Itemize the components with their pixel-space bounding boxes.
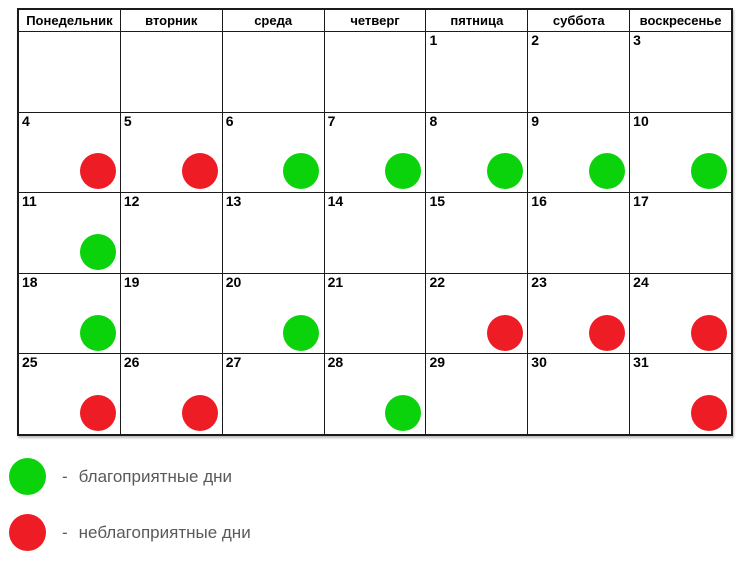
weekday-header-2: среда bbox=[223, 10, 325, 31]
unfavorable-day-dot bbox=[589, 315, 625, 351]
day-number: 23 bbox=[531, 273, 547, 290]
day-cell-1 bbox=[426, 32, 528, 112]
day-cell-29 bbox=[426, 354, 528, 434]
week-row-4 bbox=[19, 354, 731, 434]
weekday-header-3: четверг bbox=[325, 10, 427, 31]
day-number: 21 bbox=[327, 273, 344, 290]
day-number: 20 bbox=[225, 273, 242, 290]
day-number: 4 bbox=[22, 112, 30, 129]
legend-label-favorable: благоприятные дни bbox=[78, 466, 233, 486]
day-cell-11 bbox=[19, 193, 121, 273]
unfavorable-day-dot bbox=[182, 153, 218, 189]
unfavorable-day-dot bbox=[691, 315, 727, 351]
day-number: 1 bbox=[429, 32, 438, 48]
day-number: 11 bbox=[22, 193, 37, 210]
unfavorable-day-dot bbox=[487, 315, 523, 351]
day-cell-26 bbox=[121, 354, 223, 434]
day-cell-12 bbox=[121, 193, 223, 273]
favorable-day-dot bbox=[487, 153, 523, 189]
day-cell-10 bbox=[630, 113, 731, 193]
day-cell-5 bbox=[121, 113, 223, 193]
day-cell-empty bbox=[325, 32, 427, 112]
favorable-day-dot bbox=[385, 153, 421, 189]
day-cell-6 bbox=[223, 113, 325, 193]
day-cell-9 bbox=[528, 113, 630, 193]
day-number: 26 bbox=[123, 354, 140, 371]
day-number: 13 bbox=[225, 193, 242, 210]
week-row-0 bbox=[19, 32, 731, 113]
day-number: 5 bbox=[123, 112, 132, 129]
day-number: 31 bbox=[633, 354, 649, 371]
day-number: 27 bbox=[225, 354, 242, 371]
week-row-1 bbox=[19, 113, 731, 194]
favorable-day-dot bbox=[283, 153, 319, 189]
day-cell-25 bbox=[19, 354, 121, 434]
week-row-2 bbox=[19, 193, 731, 274]
day-cell-20 bbox=[223, 274, 325, 354]
day-number: 9 bbox=[531, 112, 540, 129]
calendar-body bbox=[19, 32, 731, 434]
day-number: 18 bbox=[22, 273, 38, 290]
weekday-header-1: вторник bbox=[121, 10, 223, 31]
day-number: 2 bbox=[531, 32, 540, 48]
day-number: 22 bbox=[429, 273, 446, 290]
day-cell-8 bbox=[426, 113, 528, 193]
day-number: 15 bbox=[429, 193, 446, 210]
legend-label-unfavorable: неблагоприятные дни bbox=[78, 522, 251, 542]
day-cell-2 bbox=[528, 32, 630, 112]
day-number: 12 bbox=[123, 193, 140, 210]
favorable-day-dot bbox=[80, 234, 116, 270]
unfavorable-day-dot bbox=[691, 395, 727, 431]
favorable-legend-circle-icon bbox=[9, 458, 46, 495]
week-row-3 bbox=[19, 274, 731, 355]
day-cell-14 bbox=[325, 193, 427, 273]
day-cell-empty bbox=[121, 32, 223, 112]
day-number: 17 bbox=[633, 193, 649, 210]
day-cell-28 bbox=[325, 354, 427, 434]
weekday-header-6: воскресенье bbox=[639, 13, 722, 28]
day-cell-24 bbox=[630, 274, 731, 354]
weekday-header-0: Понедельник bbox=[19, 10, 121, 31]
day-number: 7 bbox=[327, 112, 336, 129]
legend-item-favorable bbox=[9, 458, 232, 495]
legend-item-unfavorable bbox=[9, 514, 251, 551]
day-cell-16 bbox=[528, 193, 630, 273]
unfavorable-day-dot bbox=[182, 395, 218, 431]
day-number: 28 bbox=[327, 354, 344, 371]
day-cell-30 bbox=[528, 354, 630, 434]
legend-dash: - bbox=[62, 466, 68, 486]
unfavorable-legend-circle-icon bbox=[9, 514, 46, 551]
day-number: 19 bbox=[123, 273, 140, 290]
weekday-header-5: суббота bbox=[528, 10, 630, 31]
weekday-header-4: пятница bbox=[426, 10, 528, 31]
unfavorable-day-dot bbox=[80, 395, 116, 431]
day-cell-17 bbox=[630, 193, 731, 273]
day-number: 6 bbox=[225, 112, 234, 129]
day-cell-13 bbox=[223, 193, 325, 273]
favorable-day-dot bbox=[385, 395, 421, 431]
day-cell-22 bbox=[426, 274, 528, 354]
day-cell-19 bbox=[121, 274, 223, 354]
day-number: 10 bbox=[633, 112, 649, 129]
weekday-header-row bbox=[19, 10, 731, 32]
calendar-table bbox=[17, 8, 733, 436]
day-cell-21 bbox=[325, 274, 427, 354]
day-cell-23 bbox=[528, 274, 630, 354]
day-cell-4 bbox=[19, 113, 121, 193]
favorable-day-dot bbox=[283, 315, 319, 351]
day-cell-15 bbox=[426, 193, 528, 273]
day-number: 3 bbox=[633, 32, 641, 48]
legend-dash: - bbox=[62, 522, 68, 542]
unfavorable-day-dot bbox=[80, 153, 116, 189]
day-cell-27 bbox=[223, 354, 325, 434]
day-number: 16 bbox=[531, 193, 547, 210]
day-cell-empty bbox=[19, 32, 121, 112]
favorable-day-dot bbox=[691, 153, 727, 189]
day-cell-18 bbox=[19, 274, 121, 354]
day-cell-7 bbox=[325, 113, 427, 193]
day-number: 29 bbox=[429, 354, 446, 371]
day-number: 14 bbox=[327, 193, 344, 210]
favorable-day-dot bbox=[80, 315, 116, 351]
day-cell-empty bbox=[223, 32, 325, 112]
day-number: 25 bbox=[22, 354, 38, 371]
day-cell-3 bbox=[630, 32, 731, 112]
day-cell-31 bbox=[630, 354, 731, 434]
day-number: 8 bbox=[429, 112, 438, 129]
day-number: 24 bbox=[633, 273, 649, 290]
favorable-day-dot bbox=[589, 153, 625, 189]
day-number: 30 bbox=[531, 354, 547, 371]
